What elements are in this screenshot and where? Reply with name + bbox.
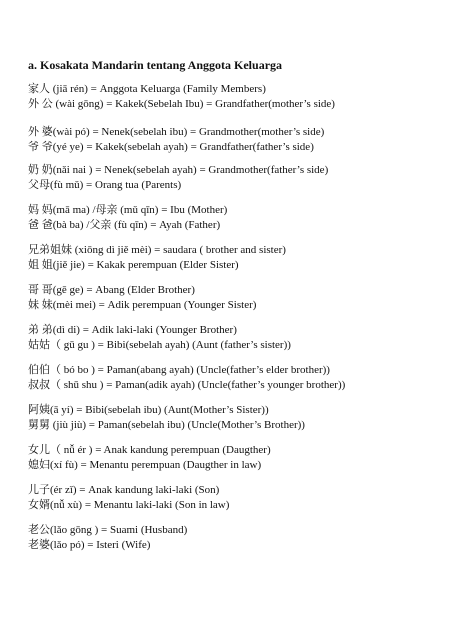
vocab-line: 父母(fù mǔ) = Orang tua (Parents): [28, 179, 182, 191]
vocab-line: 妹 妹(mèi mei) = Adik perempuan (Younger Sister): [28, 299, 257, 311]
vocab-line: 叔叔（ shū shu ) = Paman(adik ayah) (Uncle(father’s younger brother)): [28, 379, 346, 391]
vocab-line: 姑姑（ gū gu ) = Bibi(sebelah ayah) (Aunt (father’s sister)): [28, 339, 291, 351]
vocab-line: 舅舅 (jiù jiù) = Paman(sebelah ibu) (Uncle(Mother’s Brother)): [28, 419, 305, 431]
vocab-line: 女儿（ nǚ ér ) = Anak kandung perempuan (Daugther): [28, 444, 271, 456]
vocab-line: 妈 妈(mā ma) /母亲 (mǔ qīn) = Ibu (Mother): [28, 204, 228, 216]
vocab-line: 奶 奶(nǎi nai ) = Nenek(sebelah ayah) = Grandmother(father’s side): [28, 164, 329, 176]
vocab-group: [28, 82, 335, 112]
vocab-group: [28, 163, 328, 193]
vocab-line: 伯伯（ bó bo ) = Paman(abang ayah) (Uncle(father’s elder brother)): [28, 364, 330, 376]
vocab-line: 外 婆(wài pó) = Nenek(sebelah ibu) = Grandmother(mother’s side): [28, 126, 325, 138]
vocab-line: 儿子(ér zǐ) = Anak kandung laki-laki (Son): [28, 484, 220, 496]
vocab-line: 女婿(nǚ xù) = Menantu laki-laki (Son in law): [28, 499, 230, 511]
vocab-line: 外 公 (wài gōng) = Kakek(Sebelah Ibu) = Grandfather(mother’s side): [28, 98, 335, 110]
vocab-line: 弟 弟(dì di) = Adik laki-laki (Younger Brother): [28, 324, 237, 336]
vocab-line: 爷 爷(yé ye) = Kakek(sebelah ayah) = Grandfather(father’s side): [28, 141, 314, 153]
vocab-line: 媳妇(xí fù) = Menantu perempuan (Daugther in law): [28, 459, 262, 471]
vocab-group: [28, 483, 229, 513]
vocab-group: [28, 125, 324, 155]
section-heading: a. Kosakata Mandarin tentang Anggota Keluarga: [28, 58, 283, 72]
vocab-group: [28, 363, 345, 393]
vocab-group: [28, 403, 305, 433]
vocab-group: [28, 243, 286, 273]
vocab-line: 阿姨(ā yí) = Bibi(sebelah ibu) (Aunt(Mother’s Sister)): [28, 404, 269, 416]
vocab-line: 家人 (jiā rén) = Anggota Keluarga (Family Members): [28, 83, 266, 95]
vocab-line: 姐 姐(jiě jie) = Kakak perempuan (Elder Sister): [28, 259, 239, 271]
vocab-group: [28, 323, 291, 353]
vocab-line: 兄弟姐妹 (xiōng dì jiě mèi) = saudara ( brother and sister): [28, 244, 286, 256]
vocab-line: 老婆(lǎo pó) = Isteri (Wife): [28, 539, 151, 551]
vocab-group: [28, 523, 187, 553]
vocab-group: [28, 443, 271, 473]
vocab-group: [28, 203, 227, 233]
vocab-group: [28, 283, 256, 313]
vocab-line: 老公(lǎo gōng ) = Suami (Husband): [28, 524, 188, 536]
vocab-line: 哥 哥(gē ge) = Abang (Elder Brother): [28, 284, 195, 296]
vocab-line: 爸 爸(bà ba) /父亲 (fù qīn) = Ayah (Father): [28, 219, 221, 231]
